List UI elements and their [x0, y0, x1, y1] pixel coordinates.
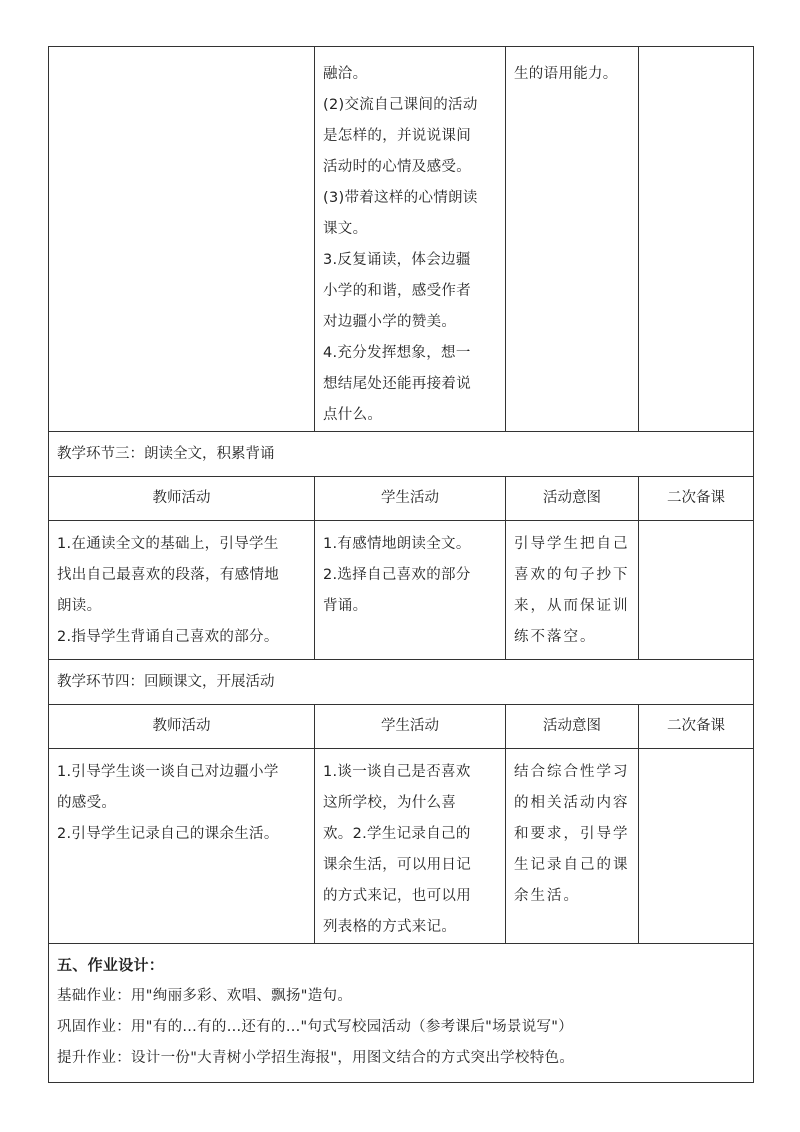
- section3-teacher-line: 朗读。: [57, 598, 102, 614]
- header-activity-intent: 活动意图: [506, 477, 639, 521]
- continuation-student-line: 想结尾处还能再接着说: [323, 376, 471, 392]
- header-teacher-activity: 教师活动: [49, 477, 315, 521]
- section3-teacher-line: 2.指导学生背诵自己喜欢的部分。: [57, 629, 279, 645]
- header-second-prep: 二次备课: [639, 477, 754, 521]
- homework-consolidate: 巩固作业：用"有的...有的...还有的..."句式写校园活动（参考课后"场景说写"）: [57, 1019, 574, 1035]
- section4-student-line: 1.谈一谈自己是否喜欢: [323, 764, 471, 780]
- header-activity-intent: 活动意图: [506, 705, 639, 749]
- section4-intent-cell: [506, 749, 639, 944]
- continuation-student-line: 是怎样的，并说说课间: [323, 128, 471, 144]
- homework-row: [49, 944, 754, 1083]
- section4-intent-line: 的相关活动内容: [514, 795, 630, 811]
- homework-advanced: 提升作业：设计一份"大青树小学招生海报"，用图文结合的方式突出学校特色。: [57, 1050, 575, 1066]
- section4-title-row: [49, 660, 754, 705]
- header-second-prep: 二次备课: [639, 705, 754, 749]
- section4-notes-cell: [639, 749, 754, 944]
- continuation-intent-line: 生的语用能力。: [514, 66, 618, 82]
- homework-basic: 基础作业：用"绚丽多彩、欢唱、飘扬"造句。: [57, 988, 353, 1004]
- section4-teacher-cell: [49, 749, 315, 944]
- section3-title-row: [49, 432, 754, 477]
- continuation-student-line: (3)带着这样的心情朗读: [323, 190, 478, 206]
- continuation-student-line: 融洽。: [323, 66, 368, 82]
- header-student-activity: 学生活动: [315, 705, 506, 749]
- section4-teacher-line: 的感受。: [57, 795, 117, 811]
- section4-intent-line: 生记录自己的课: [514, 857, 630, 873]
- section3-student-line: 1.有感情地朗读全文。: [323, 536, 471, 552]
- continuation-row: [49, 47, 754, 432]
- continuation-student-line: 课文。: [323, 221, 368, 237]
- section4-student-line: 欢。2.学生记录自己的: [323, 826, 471, 842]
- section3-intent-line: 引导学生把自己: [514, 536, 630, 552]
- header-student-activity: 学生活动: [315, 477, 506, 521]
- section3-teacher-line: 1.在通读全文的基础上，引导学生: [57, 536, 279, 552]
- continuation-notes-cell: [639, 47, 754, 432]
- continuation-student-line: 活动时的心情及感受。: [323, 159, 471, 175]
- section4-student-line: 课余生活，可以用日记: [323, 857, 471, 873]
- section4-teacher-line: 1.引导学生谈一谈自己对边疆小学: [57, 764, 279, 780]
- section4-header-row: [49, 705, 754, 749]
- continuation-student-line: 点什么。: [323, 407, 383, 423]
- section3-student-cell: [315, 521, 506, 660]
- homework-title: 五、作业设计：: [57, 956, 165, 974]
- section3-content-row: [49, 521, 754, 660]
- continuation-student-cell: [315, 47, 506, 432]
- section4-content-row: [49, 749, 754, 944]
- section3-intent-line: 来，从而保证训: [514, 598, 630, 614]
- section4-student-cell: [315, 749, 506, 944]
- section4-title: 教学环节四：回顾课文，开展活动: [49, 660, 754, 705]
- homework-cell: [49, 944, 754, 1083]
- header-teacher-activity: 教师活动: [49, 705, 315, 749]
- section3-student-line: 背诵。: [323, 598, 368, 614]
- section4-student-line: 这所学校，为什么喜: [323, 795, 457, 811]
- continuation-student-line: 对边疆小学的赞美。: [323, 314, 457, 330]
- section3-title: 教学环节三：朗读全文，积累背诵: [49, 432, 754, 477]
- section3-teacher-cell: [49, 521, 315, 660]
- continuation-student-line: 小学的和谐，感受作者: [323, 283, 471, 299]
- section3-teacher-line: 找出自己最喜欢的段落，有感情地: [57, 567, 279, 583]
- section3-intent-cell: [506, 521, 639, 660]
- continuation-student-line: 4.充分发挥想象，想一: [323, 345, 471, 361]
- section4-intent-line: 和要求，引导学: [514, 826, 630, 842]
- section4-teacher-line: 2.引导学生记录自己的课余生活。: [57, 826, 279, 842]
- continuation-student-line: 3.反复诵读，体会边疆: [323, 252, 471, 268]
- section4-intent-line: 结合综合性学习: [514, 764, 630, 780]
- section3-header-row: [49, 477, 754, 521]
- section3-intent-line: 练不落空。: [514, 629, 597, 645]
- lesson-plan-table: [48, 46, 754, 1083]
- section4-intent-line: 余生活。: [514, 888, 580, 904]
- section3-student-line: 2.选择自己喜欢的部分: [323, 567, 471, 583]
- continuation-student-line: (2)交流自己课间的活动: [323, 97, 478, 113]
- section4-student-line: 列表格的方式来记。: [323, 919, 457, 935]
- continuation-teacher-cell: [49, 47, 315, 432]
- continuation-intent-cell: [506, 47, 639, 432]
- section3-intent-line: 喜欢的句子抄下: [514, 567, 630, 583]
- section3-notes-cell: [639, 521, 754, 660]
- section4-student-line: 的方式来记，也可以用: [323, 888, 471, 904]
